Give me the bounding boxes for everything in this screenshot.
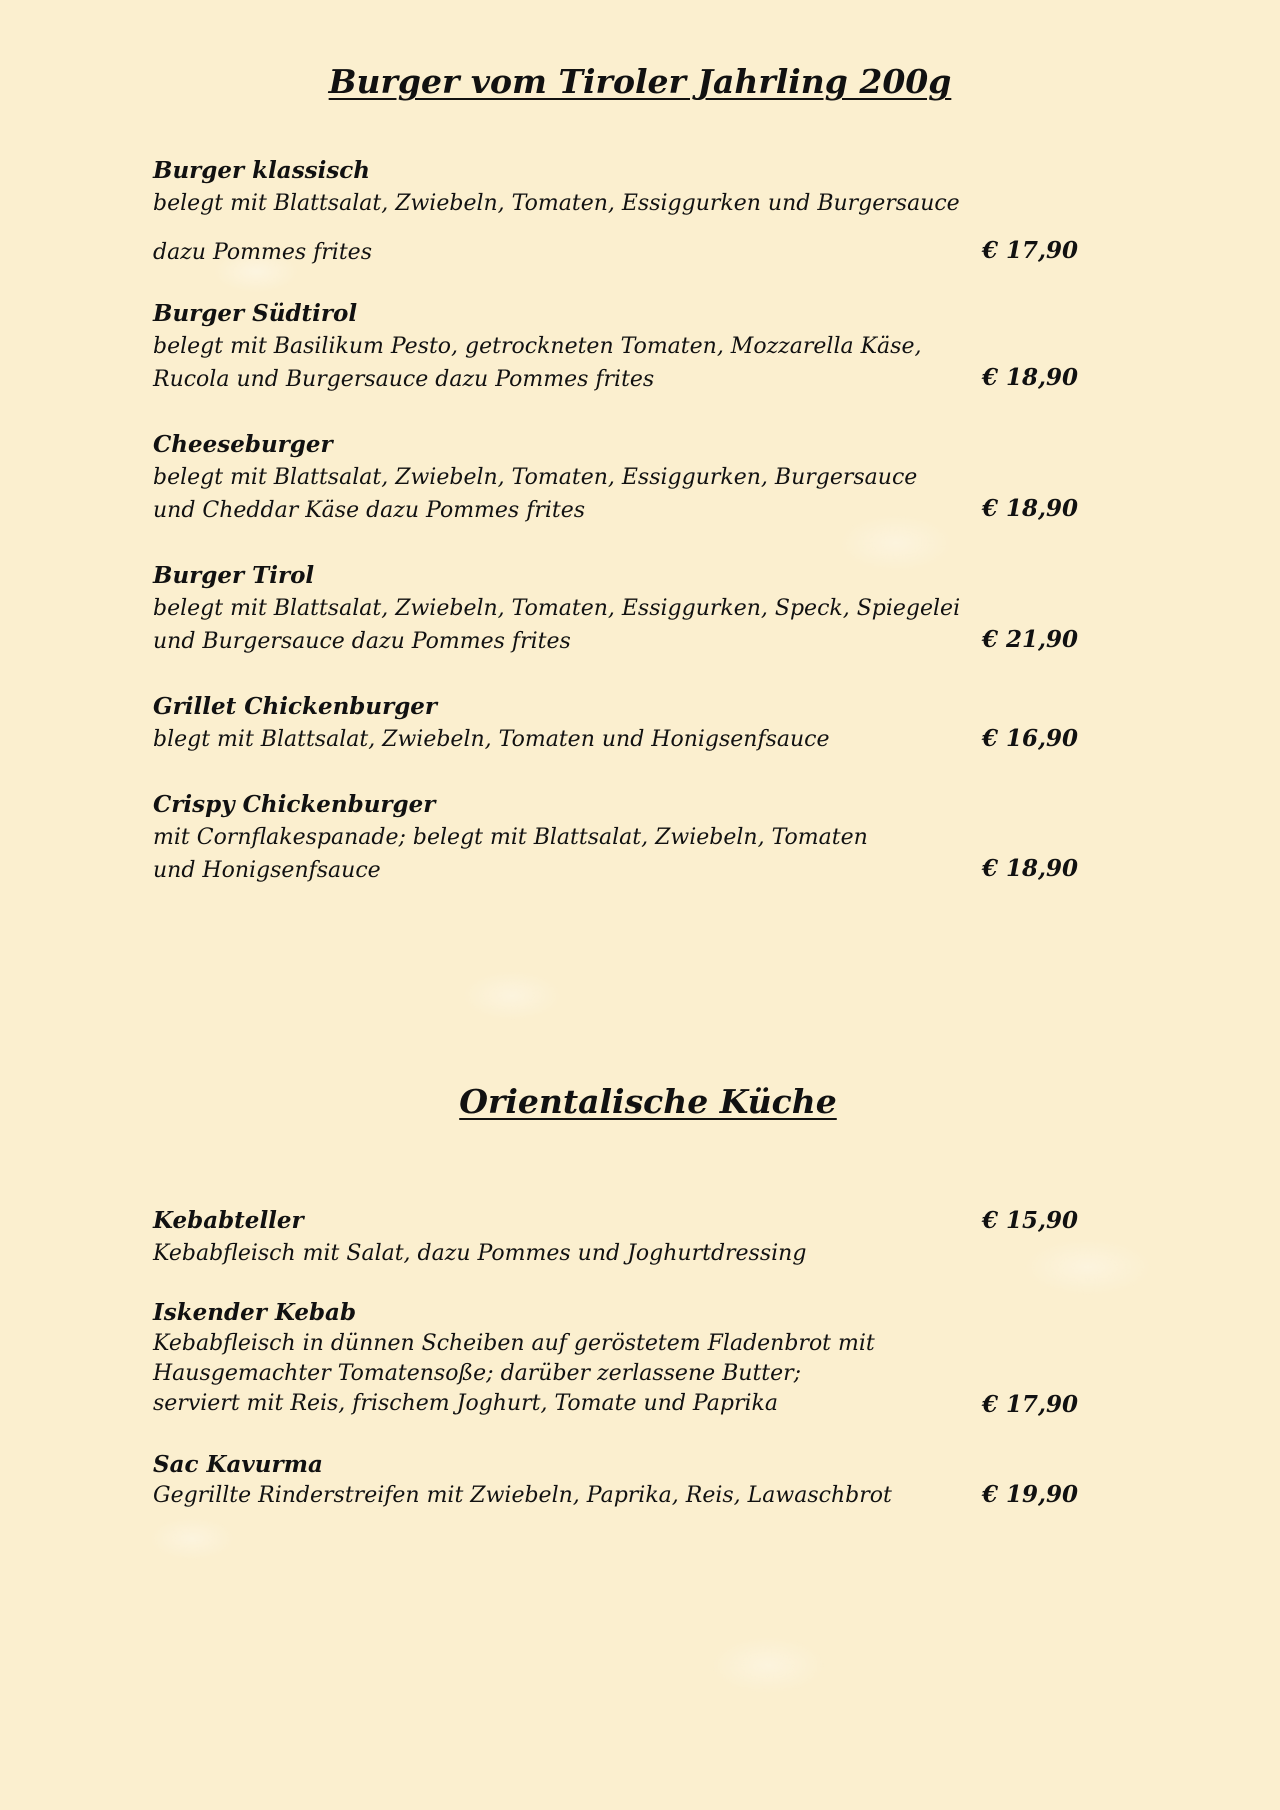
item-name: Kebabteller [153,1207,304,1234]
item-description-line: und Honigsenfsauce [153,858,381,883]
item-description-line: Kebabfleisch mit Salat, dazu Pommes und Joghurtdressing [153,1241,807,1266]
section-title-burger: Burger vom Tiroler Jahrling 200g [328,62,952,101]
item-description-line: belegt mit Blattsalat, Zwiebeln, Tomaten, Essiggurken und Burgersauce [153,191,960,216]
item-price: € 17,90 [981,237,1078,264]
item-price: € 18,90 [981,364,1078,391]
item-description-line: Hausgemachter Tomatensoße; darüber zerlassene Butter; [153,1361,802,1386]
item-description-line: Rucola und Burgersauce dazu Pommes frites [153,367,655,392]
item-description-line: und Burgersauce dazu Pommes frites [153,629,571,654]
item-name: Cheeseburger [153,431,333,458]
item-price: € 15,90 [981,1207,1078,1234]
item-price: € 19,90 [981,1481,1078,1508]
menu-item-sac-kavurma [153,1449,1078,1511]
menu-item-kebabteller [153,1205,1078,1270]
menu-item-grillet-chickenburger [153,691,1078,756]
item-price: € 17,90 [981,1391,1078,1418]
item-description-line: Gegrillte Rinderstreifen mit Zwiebeln, Paprika, Reis, Lawaschbrot [153,1483,892,1508]
item-description-line: dazu Pommes frites [153,240,372,265]
menu-item-burger-klassisch [153,155,1078,269]
item-price: € 16,90 [981,725,1078,752]
menu-item-iskender-kebab [153,1297,1078,1419]
item-price: € 18,90 [981,855,1078,882]
item-description-line: belegt mit Basilikum Pesto, getrockneten Tomaten, Mozzarella Käse, [153,334,922,359]
item-description-line: belegt mit Blattsalat, Zwiebeln, Tomaten, Essiggurken, Speck, Spiegelei [153,596,961,621]
item-name: Crispy Chickenburger [153,791,436,818]
menu-item-burger-suedtirol [153,298,1078,396]
item-name: Sac Kavurma [153,1451,323,1478]
item-name: Iskender Kebab [153,1299,357,1326]
item-description-line: mit Cornflakespanade; belegt mit Blattsalat, Zwiebeln, Tomaten [153,825,868,850]
item-description-line: und Cheddar Käse dazu Pommes frites [153,498,586,523]
section-title-orientalische-kueche: Orientalische Küche [459,1082,837,1121]
item-description-line: Kebabfleisch in dünnen Scheiben auf geröstetem Fladenbrot mit [153,1331,875,1356]
item-name: Grillet Chickenburger [153,693,438,720]
menu-item-burger-tirol [153,560,1078,658]
item-name: Burger Tirol [153,562,315,589]
item-price: € 18,90 [981,495,1078,522]
menu-item-cheeseburger [153,429,1078,527]
menu-item-crispy-chickenburger [153,789,1078,887]
item-description-line: blegt mit Blattsalat, Zwiebeln, Tomaten und Honigsenfsauce [153,727,830,752]
item-price: € 21,90 [981,626,1078,653]
item-name: Burger Südtirol [153,300,358,327]
item-description-line: serviert mit Reis, frischem Joghurt, Tomate und Paprika [153,1391,778,1416]
item-name: Burger klassisch [153,157,371,184]
item-description-line: belegt mit Blattsalat, Zwiebeln, Tomaten, Essiggurken, Burgersauce [153,465,918,490]
